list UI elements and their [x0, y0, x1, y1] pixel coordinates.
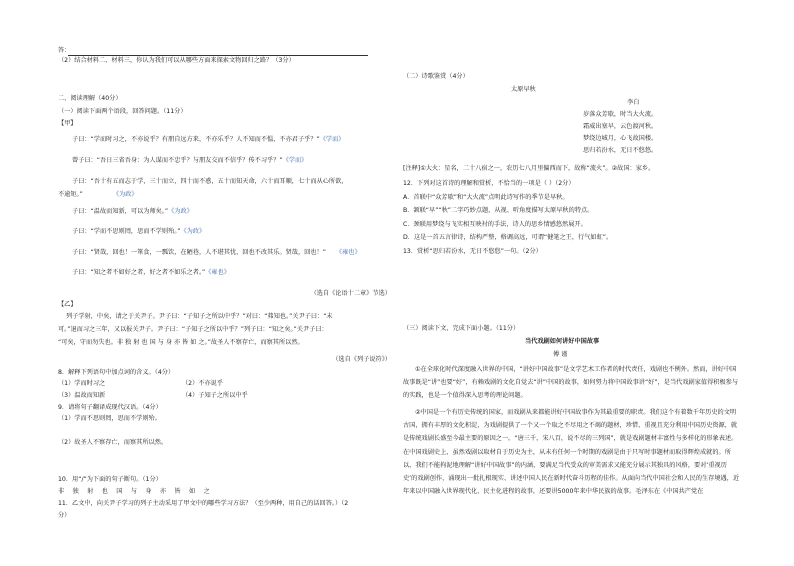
- yi-line-3: “可矣，守而勿失也。非 独 射 也 国 与 身 亦 皆 如 之。”故圣人不察存亡，而察其所以然。: [58, 339, 304, 346]
- question-9: 9．请将句子翻译成现代汉语。（4分）: [58, 404, 162, 411]
- q8-item-1: （1）学而时习之: [58, 380, 106, 387]
- q12-option-d: D．这是一首五言律诗，结构严整，格调高远，可谓“健笔之王，行气如虹”。: [403, 234, 613, 241]
- label-jia: 【甲】: [58, 120, 77, 127]
- question-13: 13．赏析“思归若汾水，无日不悠悠”一句。（2分）: [403, 248, 542, 255]
- answer-label: 答：: [58, 47, 71, 54]
- article-paragraph-1: ①在全球化时代深度融入世界的中国，“讲好中国故事”是文学艺术工作者的时代责任，戏剧也不例外。然而，讲好中国故事既是“讲”也要“好”，有赖戏剧的文化自觉去“讲”中国的故事，如何努力将中国故事讲“好”，是当代戏剧家值得积极参与的实践，也是一个值得深入思考的理论问题。: [403, 366, 739, 400]
- q8-item-2: （2）不亦说乎: [182, 380, 224, 387]
- question-10: 10．用“/”为下面的句子断句。（1分）: [58, 476, 162, 483]
- section-reading: 二、阅读理解（40分）: [58, 95, 122, 102]
- question-11-cont: 分）: [58, 512, 71, 519]
- question-11: 11．乙文中，向关尹子学习的列子主动采用了甲文中的哪些学习方法？（至少两种，用自己的话回答。）（2: [58, 500, 349, 507]
- poem-note: [注释]①大火：星名，二十八宿之一，农历七八月里偏西而下，故称“流火”。②故国：家乡。: [403, 165, 655, 172]
- q12-option-a: A．首联中“众芳歇”和“大火流”点明此诗写作的季节是早秋。: [403, 194, 569, 201]
- text-line-2: 曾子曰：“吾日三省吾身：为人谋而不忠乎？与朋友交而不信乎？传不习乎？”《学而》: [72, 157, 308, 164]
- answer-line: [68, 55, 368, 56]
- text-line-3: 子曰：“吾十有五而志于学，三十而立，四十而不惑，五十而知天命，六十而耳顺，七十而从心所欲，: [72, 178, 348, 185]
- poem-section-head: （二）诗歌鉴赏（4分）: [403, 73, 469, 80]
- text-line-1: 子曰：“学而时习之，不亦说乎？有朋自远方来，不亦乐乎？人不知而不愠，不亦君子乎？”《学而》: [72, 136, 345, 143]
- poem-title: 太原早秋: [511, 86, 536, 93]
- article-title: 当代戏剧如何讲好中国故事: [525, 338, 600, 345]
- yi-line-1: 列子学射，中矣，请之于关尹子。尹子曰：“子知子之所以中乎？”对曰：“弗知也。”关尹子曰：“未: [66, 313, 333, 320]
- question-8: 8．解释下列语句中加点词的含义。（4分）: [58, 369, 175, 376]
- label-yi: 【乙】: [58, 301, 77, 308]
- text-line-3b: 不逾矩。” 《为政》: [58, 191, 138, 198]
- text-line-6: 子曰：“贤哉，回也！一箪食，一瓢饮，在陋巷，人不堪其忧，回也不改其乐。贤哉，回也！” 《雍也》: [72, 249, 361, 256]
- poem-line-1: 岁落众芳歇，时当大火流。: [583, 111, 658, 118]
- text-line-5: 子曰：“学而不思则罔，思而不学则殆。”《为政》: [72, 228, 206, 235]
- poem-line-2: 霜威出塞早，云色渡河秋。: [583, 123, 658, 130]
- yi-line-2: 可。”退而习之三年，又以报关尹子。尹子曰：“子知子之所以中乎？”列子曰：“知之矣。”关尹子曰：: [58, 326, 328, 333]
- subsection-3: （三）阅读下文，完成下面小题。（11分）: [403, 325, 520, 332]
- question-12: 12．下列对这首诗的理解和赏析，不恰当的一项是（ ）（2分）: [403, 180, 575, 187]
- article-paragraph-2: ②中国是一个有历史传统的国家，而戏剧从来都能讲好中国故事作为其最重要的职责。我们这个有着数千年历史的文明古国，拥有丰厚的文化积淀，为戏剧提供了一个又一个取之不尽用之不竭的题材，珍惜、重视且充分利用中国历史资源，就是传统戏剧长盛至今最主要的原因之一。“唐三千，宋八百，说不尽的三列国”，就是戏剧题材丰富性与多样化的形象表述。在中国戏剧史上，虽然戏剧以取材自于历史为主，从未有任何一个时期的戏剧是由于只写时事题材而取得辉煌成就的。所以，我们不能拘泥地理解“讲好中国故事”的内涵，要满足当代受众的审美需求又能充分展示其独具的风格，要对‘重视历史’的戏剧创作，涌现出一批扎根现实、讲述中国人民在新时代奋斗历程的佳作。从面向当代中国社会和人民的生存境遇，近年来以中国融入世界现代化、民主化进程的故事，还要讲5000年来中华民族的故事。毛泽东在《中国共产党在: [403, 409, 740, 496]
- poem-author: 李白: [627, 99, 640, 106]
- q8-item-4: （4）子知子之所以中乎: [182, 392, 248, 399]
- q9-item-1: （1）学而不思则罔，思而不学则殆。: [58, 415, 161, 422]
- text-line-4: 子曰：“温故而知新，可以为师矣。”《为政》: [72, 208, 193, 215]
- source-1: （选自《论语十二章》节选）: [310, 290, 391, 297]
- q12-option-c: C．颈联用梦绕与飞实相互映衬的手法，诗人的思乡情感悠然展开。: [403, 221, 587, 228]
- q10-sentence: 非 独 射 也 国 与 身 亦 皆 如 之: [58, 488, 213, 495]
- article-author: 傅 谨: [553, 351, 568, 358]
- material-question: （2）结合材料二、材料三，你认为我们可以从哪些方面来探索文物回归之路？（3分）: [58, 57, 295, 64]
- text-line-7: 子曰：“知之者不如好之者，好之者不如乐之者。”《雍也》: [72, 269, 230, 276]
- poem-line-4: 思归若汾水，无日不悠悠。: [583, 147, 658, 154]
- poem-line-3: 梦绕边城月，心飞故国楼。: [583, 135, 658, 142]
- source-2: （选自《列子说符》）: [332, 356, 391, 363]
- q12-option-b: B．颔联“早”“秋”二字巧妙点题，从视、听角度描写太原早秋的特点。: [403, 207, 594, 214]
- q9-item-2: （2）故圣人不察存亡，而察其所以然。: [58, 439, 168, 446]
- q8-item-3: （3）温故而知新: [58, 392, 106, 399]
- subsection-1: （一）阅读下面两个语段，回答问题。（11分）: [58, 108, 187, 115]
